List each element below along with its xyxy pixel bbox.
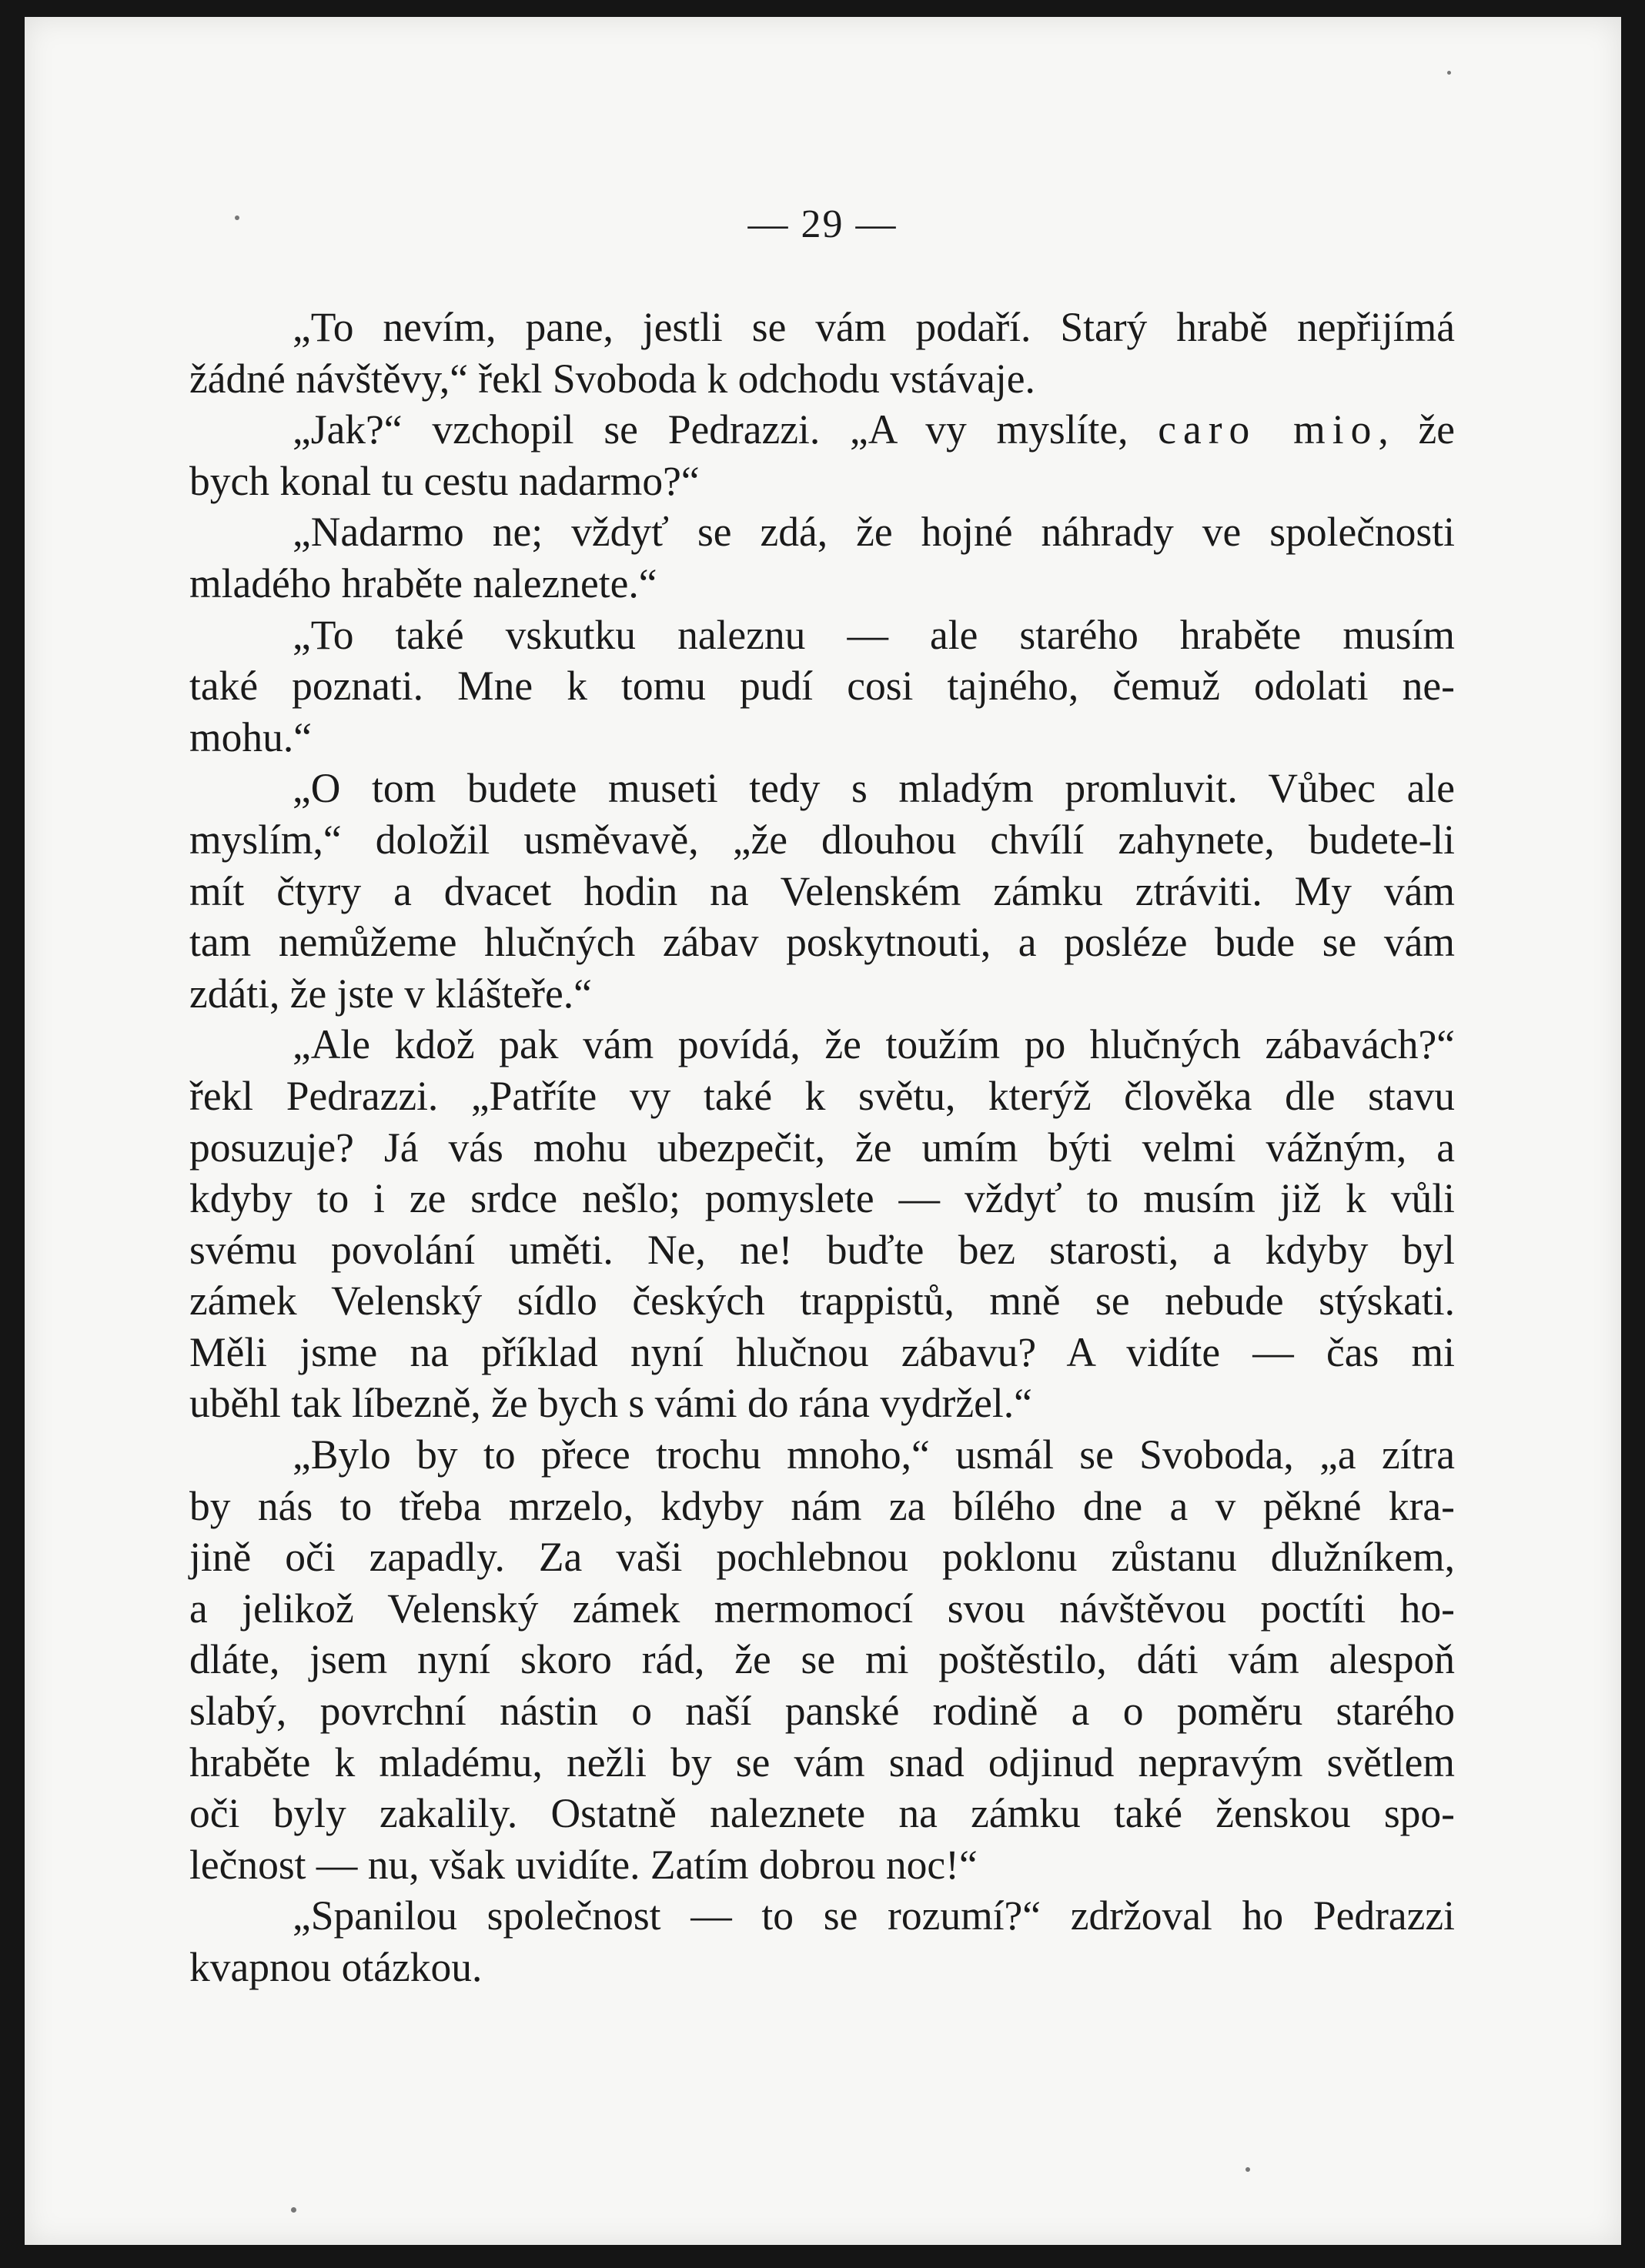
text-line: tam nemůžeme hlučných zábav poskytnouti, a posléze bude se vám — [189, 919, 1455, 966]
text-line: a jelikož Velenský zámek mermomocí svou návštěvou poctíti ho- — [189, 1585, 1455, 1632]
text-line: svému povolání uměti. Ne, ne! buďte bez starosti, a kdyby byl — [189, 1226, 1455, 1273]
dust-speck — [1447, 71, 1451, 75]
dust-speck — [1245, 2167, 1250, 2172]
text-line: „To také vskutku naleznu — ale starého hraběte musím — [293, 611, 1455, 658]
text-run: , že — [1378, 406, 1455, 453]
text-line: Měli jsme na příklad nyní hlučnou zábavu? A vidíte — čas mi — [189, 1328, 1455, 1375]
text-line: jině oči zapadly. Za vaši pochlebnou poklonu zůstanu dlužníkem, — [189, 1534, 1455, 1581]
dust-speck — [291, 2207, 296, 2213]
text-line: řekl Pedrazzi. „Patříte vy také k světu, kterýž člověka dle stavu — [189, 1072, 1455, 1119]
text-line: „Spanilou společnost — to se rozumí?“ zdržoval ho Pedrazzi — [293, 1892, 1455, 1939]
text-line: kvapnou otázkou. — [189, 1944, 483, 1990]
text-line: „O tom budete museti tedy s mladým promluvit. Vůbec ale — [293, 765, 1455, 812]
text-run: „Jak?“ vzchopil se Pedrazzi. „A vy myslíte, — [293, 406, 1128, 453]
text-line: „Nadarmo ne; vždyť se zdá, že hojné náhrady ve společnosti — [293, 509, 1455, 556]
text-line: „To nevím, pane, jestli se vám podaří. Starý hrabě nepřijímá — [293, 304, 1455, 350]
text-line: dláte, jsem nyní skoro rád, že se mi poštěstilo, dáti vám alespoň — [189, 1636, 1455, 1683]
page-number: — 29 — — [747, 202, 898, 246]
text-line: oči byly zakalily. Ostatně naleznete na zámku také ženskou spo- — [189, 1790, 1455, 1837]
text-line: zdáti, že jste v klášteře.“ — [189, 970, 592, 1017]
text-line: myslím,“ doložil usměvavě, „že dlouhou chvílí zahynete, budete-li — [189, 816, 1455, 863]
text-line — [189, 404, 1455, 456]
text-line: lečnost — nu, však uvidíte. Zatím dobrou noc!“ — [189, 1841, 978, 1888]
text-line: „Ale kdož pak vám povídá, že toužím po hlučných zábavách?“ — [293, 1021, 1455, 1068]
text-line: kdyby to i ze srdce nešlo; pomyslete — vždyť to musím již k vůli — [189, 1175, 1455, 1222]
text-line: zámek Velenský sídlo českých trappistů, mně se nebude stýskati. — [189, 1278, 1455, 1324]
text-line: mladého hraběte naleznete.“ — [189, 559, 657, 606]
text-line: slabý, povrchní nástin o naší panské rodině a o poměru starého — [189, 1688, 1455, 1735]
text-line: by nás to třeba mrzelo, kdyby nám za bílého dne a v pěkné kra- — [189, 1482, 1455, 1529]
text-line: hraběte k mladému, nežli by se vám snad odjinud nepravým světlem — [189, 1739, 1455, 1785]
text-line: také poznati. Mne k tomu pudí cosi tajného, čemuž odolati ne- — [189, 663, 1455, 710]
italian-phrase: caro mio — [1158, 406, 1379, 453]
text-line: žádné návštěvy,“ řekl Svoboda k odchodu vstávaje. — [189, 355, 1035, 402]
text-line: uběhl tak líbezně, že bych s vámi do rána vydržel.“ — [189, 1380, 1032, 1427]
text-line: posuzuje? Já vás mohu ubezpečit, že umím býti velmi vážným, a — [189, 1124, 1455, 1171]
body-text — [189, 302, 1455, 1993]
text-line: bych konal tu cestu nadarmo?“ — [189, 457, 700, 504]
text-line: „Bylo by to přece trochu mnoho,“ usmál se Svoboda, „a zítra — [293, 1431, 1455, 1478]
text-line: mít čtyry a dvacet hodin na Velenském zámku ztráviti. My vám — [189, 867, 1455, 914]
text-line: mohu.“ — [189, 713, 312, 760]
